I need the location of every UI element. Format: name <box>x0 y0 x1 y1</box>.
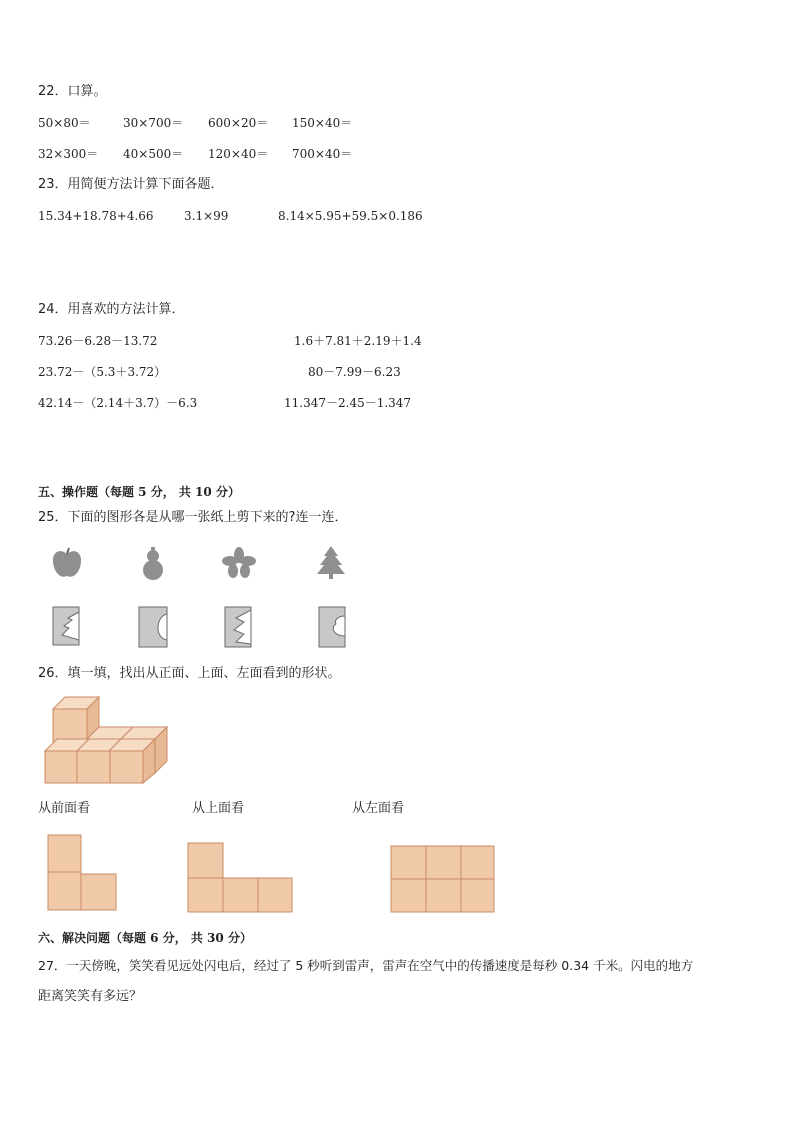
q24-right-2: 80－7.99－6.23 <box>308 365 401 379</box>
section5-title: 五、操作题（每题 5 分， 共 10 分） <box>38 485 240 499</box>
left-view-figure <box>390 845 496 915</box>
q23-title: 23．用简便方法计算下面各题． <box>38 177 224 192</box>
q24-title: 24．用喜欢的方法计算． <box>38 302 185 317</box>
q22-r1-c4: 150×40＝ <box>292 116 353 130</box>
view-label-left: 从左面看 <box>352 801 405 816</box>
q22-r2-c1: 32×300＝ <box>38 147 99 161</box>
gourd-shape-icon <box>138 546 168 580</box>
q27-line2: 距离笑笑有多远？ <box>38 989 143 1004</box>
top-view-figure <box>187 842 295 914</box>
q22-r1-c1: 50×80＝ <box>38 116 91 130</box>
front-view-figure <box>47 834 119 912</box>
q23-item-1: 15.34+18.78+4.66 <box>38 209 154 223</box>
view-label-front: 从前面看 <box>38 801 91 816</box>
q22-r1-c3: 600×20＝ <box>208 116 269 130</box>
view-label-top: 从上面看 <box>192 801 245 816</box>
paper-zigzag-cut-icon <box>224 606 252 648</box>
q24-left-3: 42.14－（2.14＋3.7）－6.3 <box>38 396 198 410</box>
q24-right-3: 11.347－2.45－1.347 <box>284 396 412 410</box>
q26-title: 26．填一填，找出从正面、上面、左面看到的形状。 <box>38 666 341 681</box>
flower-shape-icon <box>222 547 256 579</box>
section6-title: 六、解决问题（每题 6 分， 共 30 分） <box>38 931 252 945</box>
q22-r2-c3: 120×40＝ <box>208 147 269 161</box>
q25-title: 25．下面的图形各是从哪一张纸上剪下来的?连一连． <box>38 510 348 525</box>
q22-r2-c4: 700×40＝ <box>292 147 353 161</box>
q27-line1: 27．一天傍晚，笑笑看见远处闪电后，经过了 5 秒听到雷声，雷声在空气中的传播速度是每秒 0.34 千米。闪电的地方 <box>38 958 694 973</box>
q22-title: 22．口算。 <box>38 84 107 99</box>
paper-round-cut-icon <box>318 606 346 648</box>
q24-right-1: 1.6＋7.81＋2.19＋1.4 <box>294 334 422 348</box>
paper-tree-cut-icon <box>52 606 80 646</box>
q23-item-2: 3.1×99 <box>184 209 229 223</box>
tree-shape-icon <box>316 546 346 580</box>
q22-r1-c2: 30×700＝ <box>123 116 184 130</box>
q24-left-2: 23.72－（5.3＋3.72） <box>38 365 167 379</box>
q22-r2-c2: 40×500＝ <box>123 147 184 161</box>
q23-item-3: 8.14×5.95+59.5×0.186 <box>278 209 423 223</box>
paper-crescent-cut-icon <box>138 606 168 648</box>
apple-shape-icon <box>50 546 84 580</box>
cube-stack-figure <box>43 695 171 785</box>
q24-left-1: 73.26－6.28－13.72 <box>38 334 158 348</box>
